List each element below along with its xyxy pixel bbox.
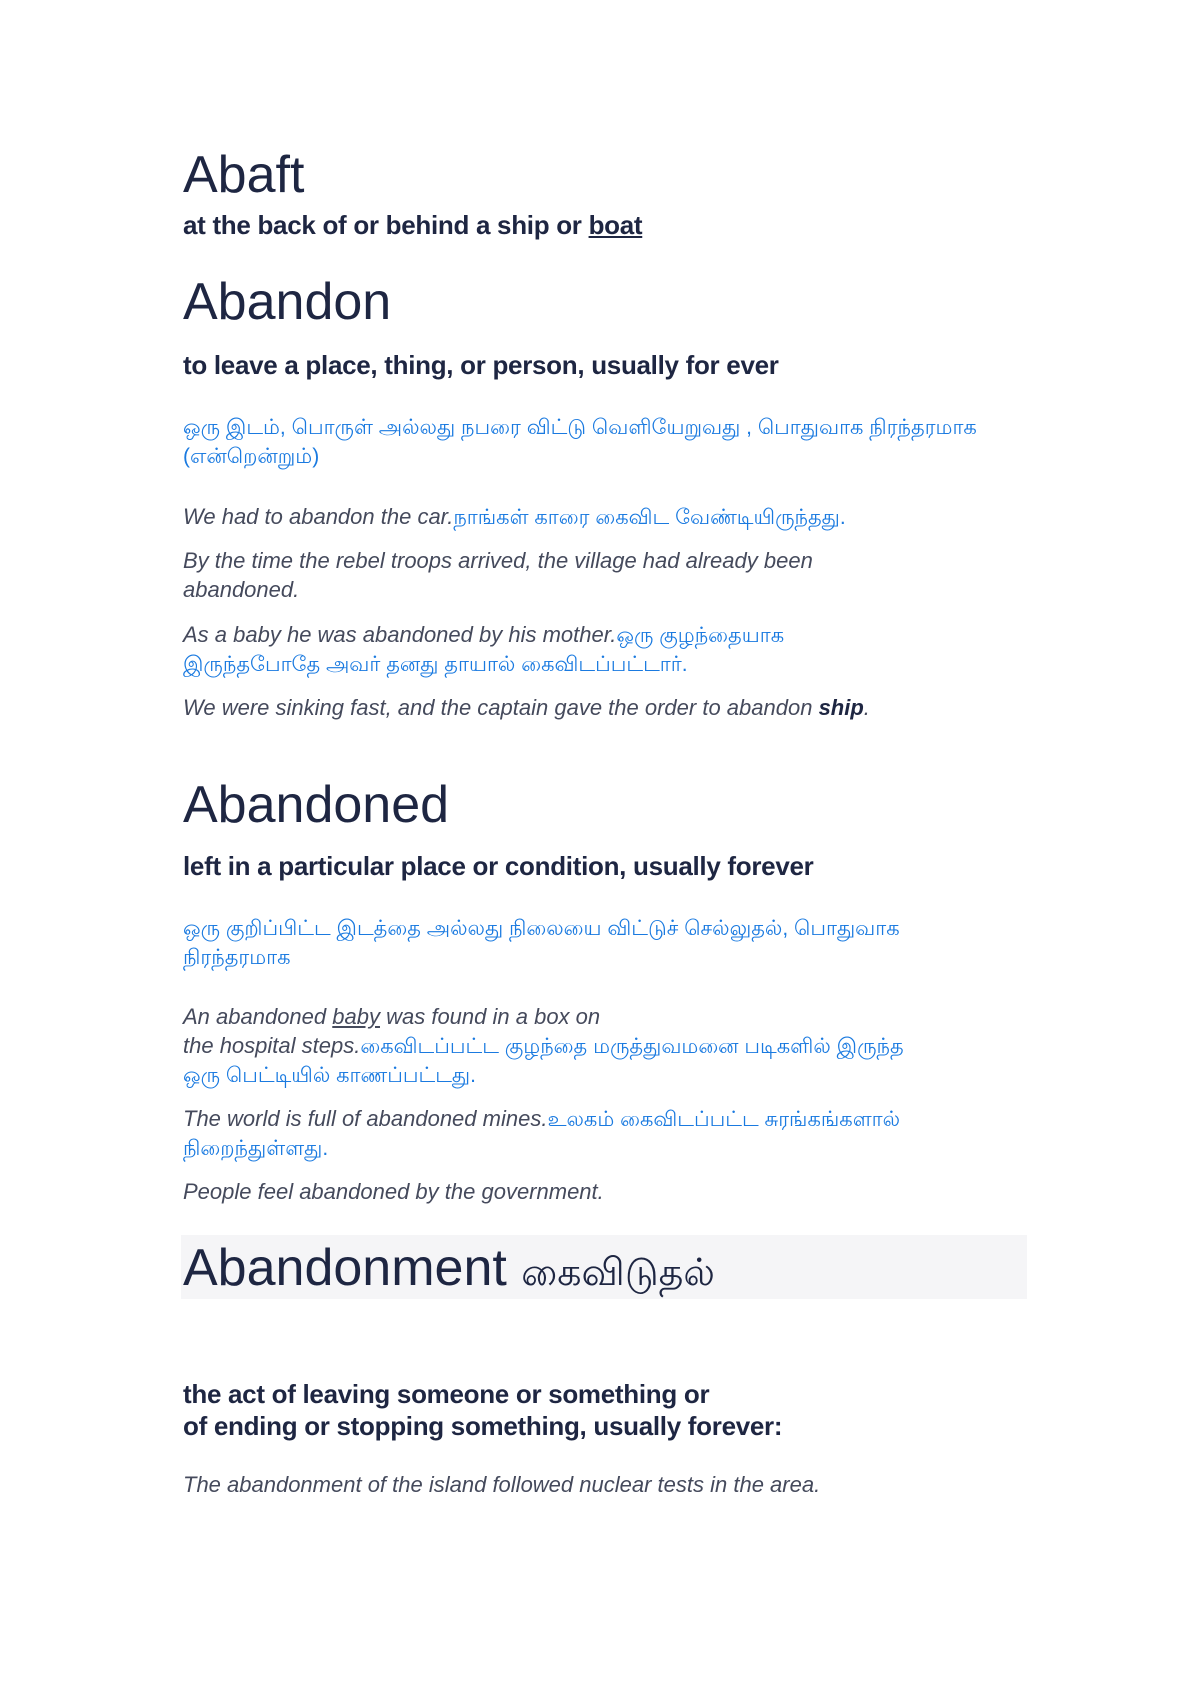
example-en: was found in a box on [379,1004,601,1029]
example-ta: நிறைந்துள்ளது. [183,1137,329,1160]
definition-abandonment [183,1378,782,1442]
tamil-line: ஒரு இடம், பொருள் அல்லது நபரை விட்டு வெளியேறுவது , பொதுவாக நிரந்தரமாக [183,416,977,439]
example-ta: உலகம் கைவிடப்பட்ட சுரங்கங்களால் [547,1108,901,1131]
definition-abandoned: left in a particular place or condition, usually forever [183,851,814,881]
example-abandoned-3: People feel abandoned by the government. [183,1179,604,1204]
headword-abandon: Abandon [183,273,392,331]
example-line: abandoned. [183,577,300,602]
example-ta: ஒரு குழந்தையாக [616,624,785,647]
headword-en: Abandonment [183,1239,507,1297]
example-ta: நாங்கள் காரை கைவிட வேண்டியிருந்தது. [453,506,846,529]
example-abandon-3 [183,620,784,679]
headword-abandoned: Abandoned [183,776,450,834]
tamil-definition-abandon [183,413,977,471]
tamil-line: ஒரு குறிப்பிட்ட இடத்தை அல்லது நிலையை விட்டுச் செல்லுதல், பொதுவாக [183,917,900,940]
tamil-line: (என்றென்றும்) [183,445,320,468]
tamil-definition-abandoned [183,914,900,972]
headword-abaft: Abaft [183,146,305,204]
example-en: The world is full of abandoned mines. [183,1106,548,1131]
example-en: We had to abandon the car. [183,504,454,529]
example-punct: . [863,695,870,720]
definition-text: at the back of or behind a ship or [183,210,589,240]
example-abandon-2 [183,546,813,604]
example-abandoned-2 [183,1104,900,1163]
definition-abandon: to leave a place, thing, or person, usually for ever [183,350,779,380]
example-abandoned-1 [183,1002,904,1090]
example-ta: இருந்தபோதே அவர் தனது தாயால் கைவிடப்பட்டார். [183,653,688,676]
example-line: By the time the rebel troops arrived, the village had already been [183,548,813,573]
example-bold: ship [818,695,864,720]
link-boat[interactable]: boat [588,210,643,240]
definition-abaft [183,210,642,241]
example-ta: கைவிடப்பட்ட குழந்தை மருத்துவமனை படிகளில் இருந்த [360,1035,904,1058]
headword-ta: கைவிடுதல் [521,1252,715,1294]
link-baby[interactable]: baby [332,1004,380,1029]
headword-abandonment [183,1238,715,1300]
definition-line: the act of leaving someone or something or [183,1379,710,1409]
example-en: We were sinking fast, and the captain gave the order to abandon [183,695,819,720]
example-en: As a baby he was abandoned by his mother. [183,622,617,647]
example-abandon-1 [183,502,846,532]
definition-line: of ending or stopping something, usually forever: [183,1411,783,1441]
example-abandonment-1: The abandonment of the island followed nuclear tests in the area. [183,1472,821,1497]
tamil-line: நிரந்தரமாக [183,946,291,969]
example-ta: ஒரு பெட்டியில் காணப்பட்டது. [183,1064,476,1087]
example-en: An abandoned [183,1004,333,1029]
example-en: the hospital steps. [183,1033,361,1058]
example-abandon-4 [183,693,870,722]
